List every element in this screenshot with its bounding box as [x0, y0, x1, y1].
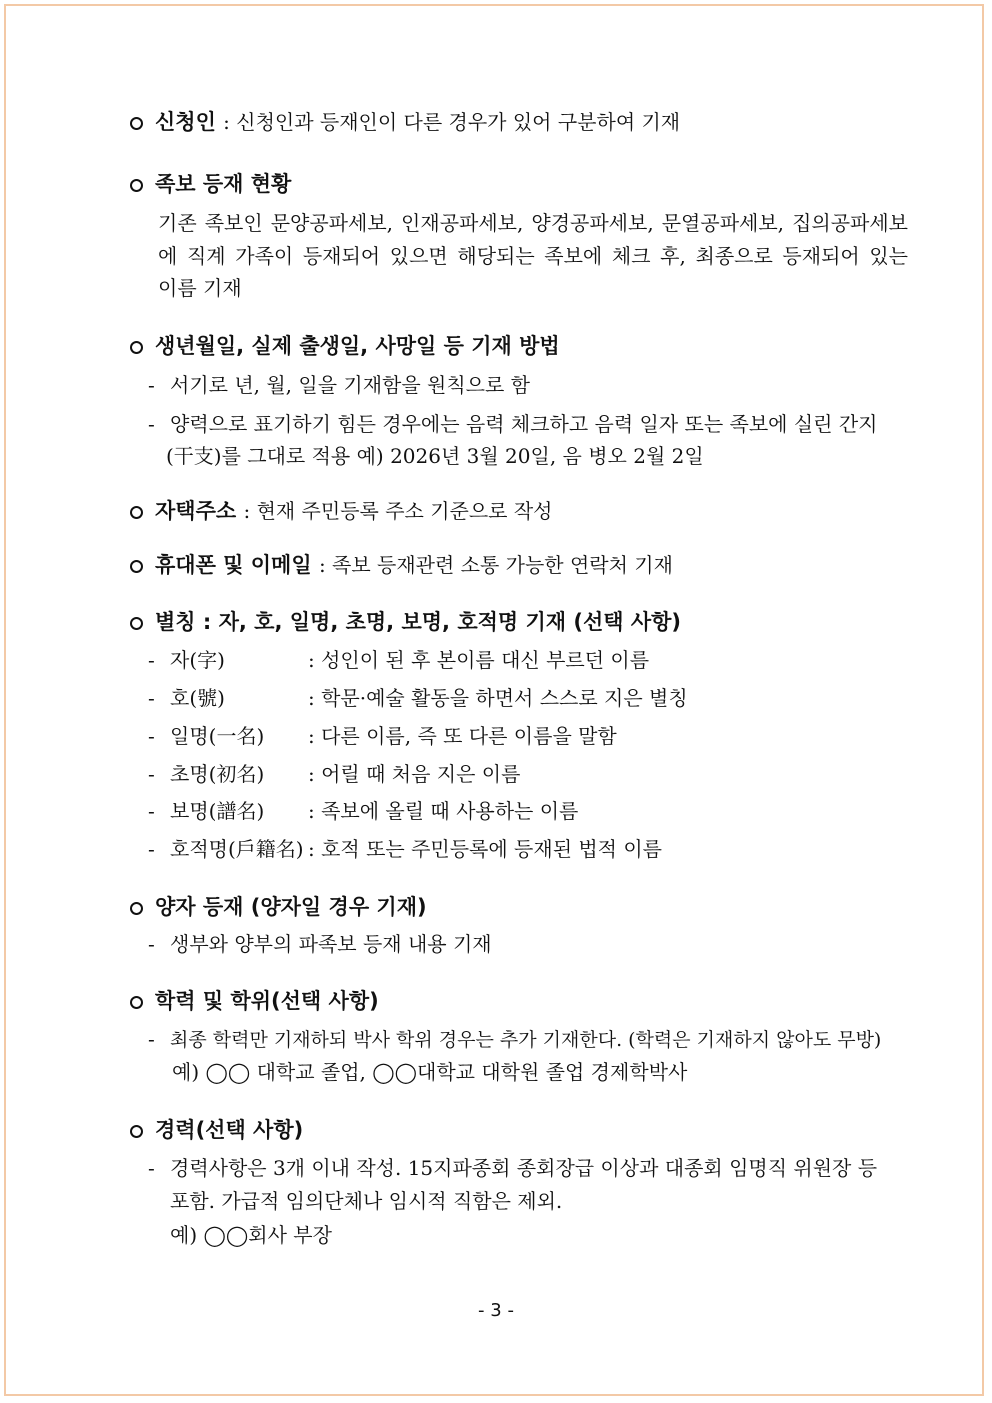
section-education [130, 987, 379, 1015]
section-title: 자택주소 [155, 499, 237, 523]
dash-marker: - [148, 1156, 155, 1180]
circle-bullet-icon [130, 617, 143, 630]
circle-bullet-icon [130, 1125, 143, 1138]
dash-marker: - [148, 373, 155, 397]
list-item: - 서기로 년, 월, 일을 기재함을 원칙으로 함 [148, 373, 530, 397]
section-title: 생년월일, 실제 출생일, 사망일 등 기재 방법 [155, 334, 560, 358]
paragraph-line: 기존 족보인 문양공파세보, 인재공파세보, 양경공파세보, 문열공파세보, 집의공파세보 [158, 211, 908, 235]
section-title: 휴대폰 및 이메일 [155, 553, 312, 577]
alias-term: 자(字) [170, 648, 225, 672]
page-number: - 3 - [478, 1300, 514, 1321]
section-contact [130, 551, 673, 579]
circle-bullet-icon [130, 560, 143, 573]
dash-marker: - [148, 799, 155, 823]
alias-item [148, 684, 688, 712]
alias-item [148, 835, 662, 863]
section-career [130, 1116, 303, 1144]
example-line: 예) ◯◯ 대학교 졸업, ◯◯대학교 대학원 졸업 경제학박사 [172, 1060, 688, 1084]
circle-bullet-icon [130, 179, 143, 192]
list-item: - 경력사항은 3개 이내 작성. 15지파종회 종회장급 이상과 대종회 임명직 위원장 등 [148, 1156, 878, 1180]
section-alias [130, 608, 681, 636]
section-adoption [130, 893, 427, 921]
dash-marker: - [148, 686, 155, 710]
dash-marker: - [148, 412, 155, 436]
alias-definition: : 학문·예술 활동을 하면서 스스로 지은 별칭 [308, 686, 688, 710]
alias-term: 호적명(戶籍名) [170, 837, 304, 861]
alias-item [148, 760, 520, 788]
alias-term: 보명(譜名) [170, 799, 265, 823]
section-title: 학력 및 학위(선택 사항) [155, 989, 379, 1013]
alias-term: 초명(初名) [170, 762, 265, 786]
alias-item [148, 722, 617, 750]
section-applicant [130, 108, 680, 136]
section-title: 신청인 [155, 110, 216, 134]
paragraph-line: 이름 기재 [158, 276, 242, 300]
list-item-continuation: 포함. 가급적 임의단체나 임시적 직함은 제외. [170, 1189, 563, 1213]
dash-marker: - [148, 724, 155, 748]
dash-marker: - [148, 648, 155, 672]
section-title: 양자 등재 (양자일 경우 기재) [155, 895, 427, 919]
section-dates [130, 332, 560, 360]
alias-item [148, 646, 649, 674]
paragraph-line: 에 직계 가족이 등재되어 있으면 해당되는 족보에 체크 후, 최종으로 등재되어 있는 [158, 244, 908, 268]
section-description: : 현재 주민등록 주소 기준으로 작성 [243, 499, 553, 523]
alias-term: 호(號) [170, 686, 225, 710]
circle-bullet-icon [130, 902, 143, 915]
section-address [130, 497, 552, 525]
alias-definition: : 호적 또는 주민등록에 등재된 법적 이름 [308, 837, 663, 861]
alias-definition: : 어릴 때 처음 지은 이름 [308, 762, 521, 786]
list-item: - 양력으로 표기하기 힘든 경우에는 음력 체크하고 음력 일자 또는 족보에 실린 간지 [148, 412, 878, 436]
section-description: : 신청인과 등재인이 다른 경우가 있어 구분하여 기재 [223, 110, 681, 134]
section-title: 경력(선택 사항) [155, 1118, 304, 1142]
dash-marker: - [148, 932, 155, 956]
circle-bullet-icon [130, 341, 143, 354]
circle-bullet-icon [130, 506, 143, 519]
list-item: - 최종 학력만 기재하되 박사 학위 경우는 추가 기재한다. (학력은 기재하지 않아도 무방) [148, 1027, 882, 1051]
list-item-continuation: (干支)를 그대로 적용 예) 2026년 3월 20일, 음 병오 2월 2일 [166, 444, 704, 468]
alias-item [148, 797, 578, 825]
dash-marker: - [148, 1027, 155, 1051]
alias-term: 일명(一名) [170, 724, 265, 748]
section-title: 족보 등재 현황 [155, 172, 292, 196]
alias-definition: : 족보에 올릴 때 사용하는 이름 [308, 799, 579, 823]
dash-marker: - [148, 837, 155, 861]
section-description: : 족보 등재관련 소통 가능한 연락처 기재 [318, 553, 673, 577]
alias-definition: : 성인이 된 후 본이름 대신 부르던 이름 [308, 648, 650, 672]
circle-bullet-icon [130, 996, 143, 1009]
list-item: - 생부와 양부의 파족보 등재 내용 기재 [148, 932, 492, 956]
circle-bullet-icon [130, 117, 143, 130]
section-title: 별칭 : 자, 호, 일명, 초명, 보명, 호적명 기재 (선택 사항) [155, 610, 682, 634]
section-jokbo-status [130, 170, 291, 198]
dash-marker: - [148, 762, 155, 786]
alias-definition: : 다른 이름, 즉 또 다른 이름을 말함 [308, 724, 617, 748]
example-line: 예) ◯◯회사 부장 [170, 1223, 332, 1247]
